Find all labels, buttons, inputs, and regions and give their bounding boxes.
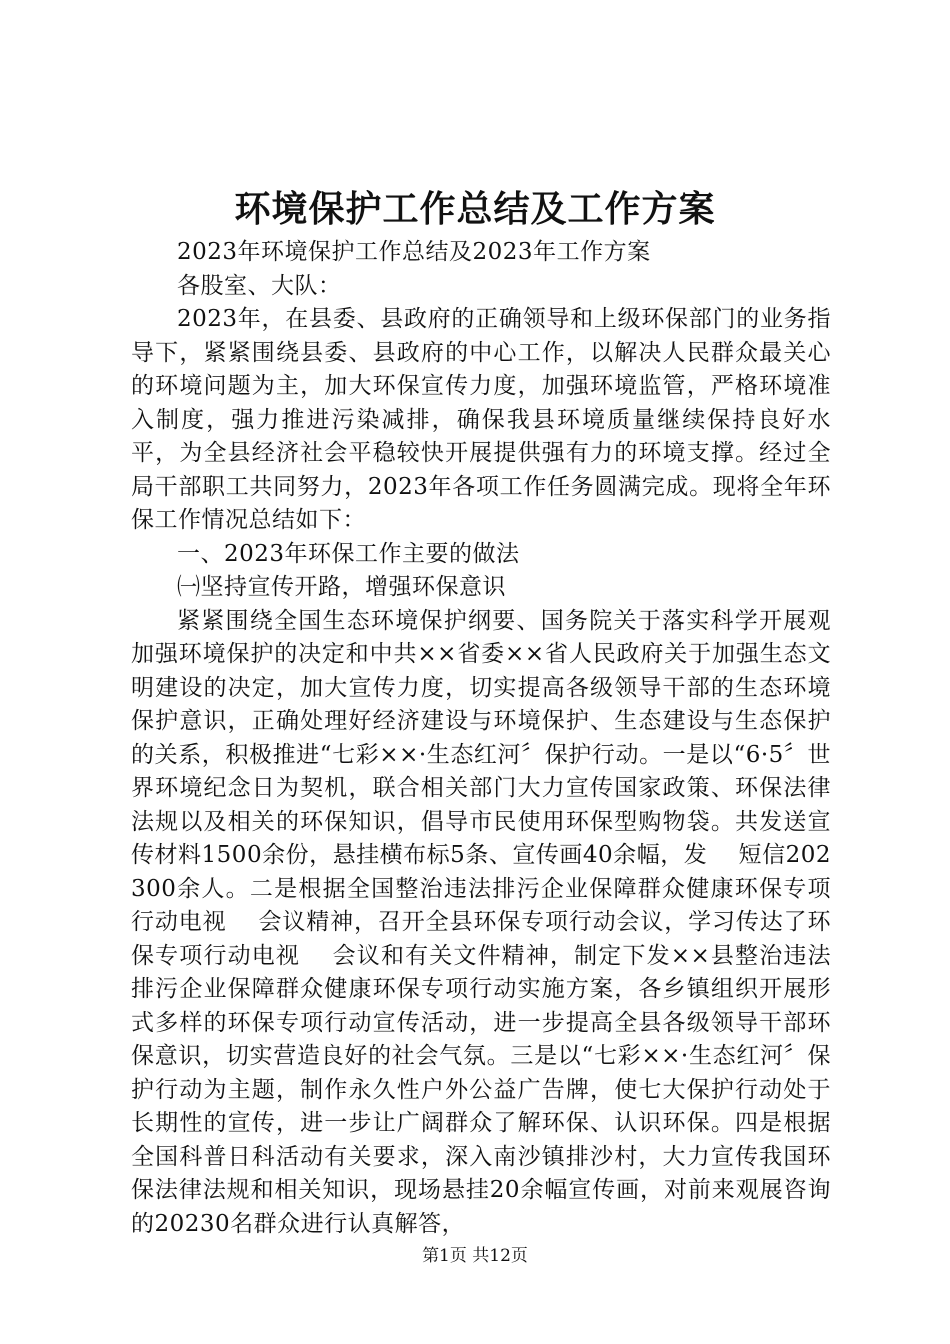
body-paragraph: 紧紧围绕全国生态环境保护纲要、国务院关于落实科学开展观加强环境保护的决定和中共××省委××省人民政府关于加强生态文明建设的决定，加大宣传力度，切实提高各级领导干部的生态环境保护意识，正确处理好经济建设与环境保护、生态建设与生态保护的关系，积极推进“七彩××·生态红河〞保护行动。一是以“6·5〞世界环境纪念日为契机，联合相关部门大力宣传国家政策、环保法律法规以及相关的环保知识，倡导市民使用环保型购物袋。共发送宣传材料1500余份，悬挂横布标5条、宣传画40余幅，发 短信202300余人。二是根据全国整治违法排污企业保障群众健康环保专项行动电视 会议精神，召开全县环保专项行动会议，学习传达了环保专项行动电视 会议和有关文件精神，制定下发××县整治违法排污企业保障群众健康环保专项行动实施方案，各乡镇组织开展形式多样的环保专项行动宣传活动，进一步提高全县各级领导干部环保意识，切实营造良好的社会气氛。三是以“七彩××·生态红河〞保护行动为主题，制作永久性户外公益广告牌，使七大保护行动处于长期性的宣传，进一步让广阔群众了解环保、认识环保。四是根据全国科普日科活动有关要求，深入南沙镇排沙村，大力宣传我国环保法律法规和相关知识，现场悬挂20余幅宣传画，对前来观展咨询的20230名群众进行认真解答， bbox=[131, 607, 831, 1237]
salutation-paragraph: 各股室、大队： bbox=[177, 272, 342, 299]
page-number-footer: 第1页 共12页 bbox=[422, 1246, 528, 1266]
document-title: 环境保护工作总结及工作方案 bbox=[234, 188, 716, 230]
section-heading: 一、2023年环保工作主要的做法 bbox=[177, 540, 520, 567]
subtitle-paragraph: 2023年环境保护工作总结及2023年工作方案 bbox=[177, 239, 651, 265]
subsection-heading: ㈠坚持宣传开路，增强环保意识 bbox=[177, 574, 506, 600]
document-body bbox=[131, 236, 831, 1241]
intro-paragraph: 2023年，在县委、县政府的正确领导和上级环保部门的业务指导下，紧紧围绕县委、县政府的中心工作，以解决人民群众最关心的环境问题为主，加大环保宣传力度，加强环境监管，严格环境准入制度，强力推进污染减排，确保我县环境质量继续保持良好水平，为全县经济社会平稳较快开展提供强有力的环境支撑。经过全局干部职工共同努力，2023年各项工作任务圆满完成。现将全年环保工作情况总结如下： bbox=[131, 306, 831, 533]
